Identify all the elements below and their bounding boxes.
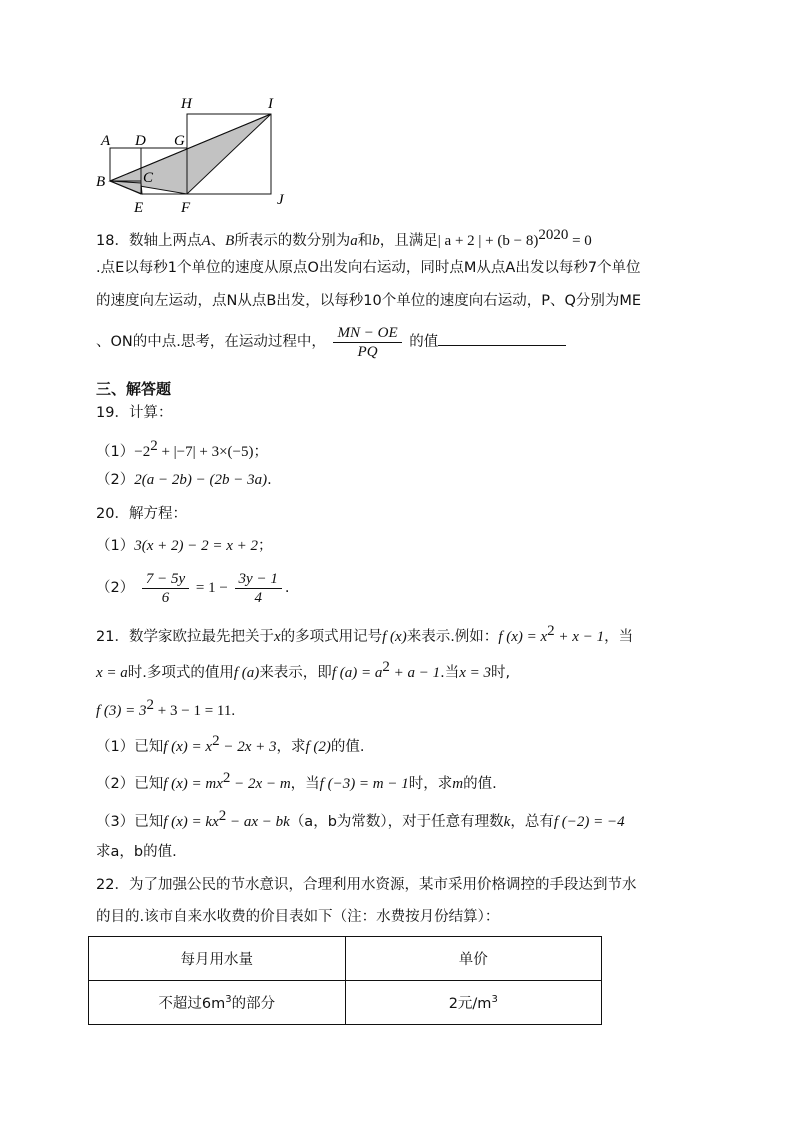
- label-e: E: [134, 200, 144, 216]
- q18-line-1: 18．数轴上两点A、B所表示的数分别为a和b，且满足| a + 2 | + $(b - 8)^{2020} = 0$: [96, 227, 592, 249]
- q20-fraction-right: $\frac{3y - 1}{4}$: [235, 570, 282, 607]
- q20-fraction-left: $\frac{7 - 5y}{6}$: [142, 570, 189, 607]
- table-header-usage: 每月用水量: [89, 937, 346, 981]
- q20-part-2: （2） $\frac{7 - 5y}{6}$ = 1 − $\frac{3y - 1}{4}$ .: [96, 570, 290, 606]
- q20-title: 20．解方程：: [96, 506, 187, 522]
- label-a: A: [101, 133, 111, 149]
- label-b: B: [96, 174, 106, 190]
- q22-line-2: 的目的.该市自来水收费的价目表如下（注：水费按月份结算）：: [96, 909, 500, 925]
- q18-line-3: 的速度向左运动，点N从点B出发，以每秒10个单位的速度向右运动，P、Q分别为ME: [96, 293, 642, 309]
- label-d: D: [135, 133, 146, 149]
- q21-line-2: x = a时.多项式的值用f (a)来表示，即f $(a) = a^2 + a - 1$.当x = 3时,: [96, 659, 511, 681]
- section-title: 三、解答题: [96, 380, 172, 398]
- label-c: C: [143, 170, 154, 186]
- answer-blank[interactable]: [438, 331, 566, 346]
- q21-line-3: f $(3) = 3^2 + 3 - 1 = 11$.: [96, 697, 236, 719]
- label-i: I: [268, 96, 273, 112]
- label-g: G: [174, 133, 185, 149]
- q20-part-1: （1）3(x + 2) − 2 = x + 2；: [96, 538, 273, 554]
- q19-part-1: $(1)-2^2 + |-7| + 3\times(-5)$；: [96, 438, 268, 460]
- table-header-price: 单价: [345, 937, 602, 981]
- label-j: J: [277, 192, 284, 208]
- table-cell-usage: 不超过$6m^3$的部分: [89, 981, 346, 1025]
- q21-part-1: （1）已知f $(x) = x^2 - 2x + 3$，求f (2)的值.: [96, 733, 365, 755]
- table-cell-price: 2元$/m^3$: [345, 981, 602, 1025]
- q18-line-2: .点E以每秒1个单位的速度从原点O出发向右运动，同时点M从点A出发以每秒7个单位: [96, 260, 641, 276]
- label-h: H: [181, 96, 192, 112]
- q21-line-last: 求a，b的值.: [96, 844, 177, 860]
- table-row: [89, 981, 602, 1025]
- q21-part-3: （3）已知f $(x) = kx^2$ − ax − bk（a，b为常数），对于任意有理数k，总有f (−2) = −4: [96, 808, 625, 830]
- label-f: F: [181, 200, 191, 216]
- price-table: [88, 936, 602, 1025]
- q21-line-1: 21．数学家欧拉最先把关于x的多项式用记号f (x)来表示.例如：f $(x) = x^2 + x - 1$，当: [96, 623, 634, 645]
- q22-line-1: 22．为了加强公民的节水意识，合理利用水资源，某市采用价格调控的手段达到节水: [96, 877, 637, 893]
- table-header-row: [89, 937, 602, 981]
- q19-title: 19．计算：: [96, 405, 173, 421]
- q19-part-2: （2）2(a − 2b) − (2b − 3a).: [96, 472, 272, 488]
- q18-fraction: $\frac{MN - OE}{PQ}$: [333, 324, 401, 361]
- q18-line-4: 、ON的中点.思考，在运动过程中， $\frac{MN - OE}{PQ}$ 的值: [96, 322, 566, 362]
- geometry-figure: [0, 0, 794, 225]
- q21-part-2: （2）已知f $(x) = mx^2 - 2x - m$，当f (−3) = m − 1时，求m的值.: [96, 770, 497, 792]
- shaded-triangle: [110, 114, 271, 194]
